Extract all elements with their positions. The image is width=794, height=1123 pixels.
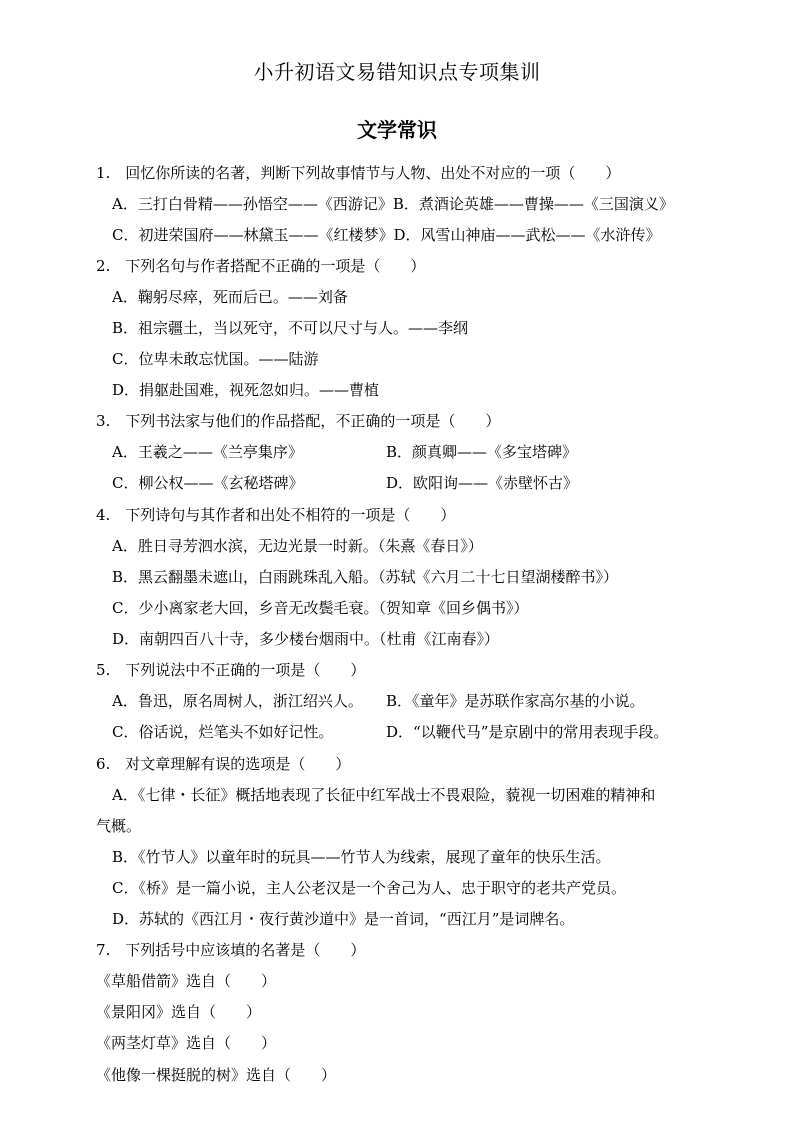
- question-7-blank-1: 《草船借箭》选自（ ）: [96, 972, 277, 990]
- question-2-option-b: B．祖宗疆土，当以死守，不可以尺寸与人。——李纲: [112, 319, 469, 337]
- document-title: 小升初语文易错知识点专项集训: [253, 60, 541, 84]
- question-6-option-d: D．苏轼的《西江月・夜行黄沙道中》是一首词，“西江月”是词牌名。: [112, 910, 575, 928]
- question-5-stem: 5. 下列说法中不正确的一项是（ ）: [96, 661, 366, 679]
- question-7-blank-3: 《两茎灯草》选自（ ）: [96, 1034, 277, 1052]
- question-3-option-d: D．欧阳询——《赤壁怀古》: [386, 474, 579, 492]
- question-2-stem: 2. 下列名句与作者搭配不正确的一项是（ ）: [96, 257, 426, 275]
- question-7-blank-2: 《景阳冈》选自（ ）: [96, 1003, 262, 1021]
- question-6-option-a-continued: 气概。: [96, 817, 142, 835]
- question-2-option-c: C．位卑未敢忘忧国。——陆游: [112, 350, 319, 368]
- question-4-option-b: B．黑云翻墨未遮山，白雨跳珠乱入船。（苏轼《六月二十七日望湖楼醉书》）: [112, 568, 619, 586]
- question-5-option-d: D．“以鞭代马”是京剧中的常用表现手段。: [386, 723, 669, 741]
- question-1-stem: 1. 回忆你所读的名著，判断下列故事情节与人物、出处不对应的一项（ ）: [96, 164, 621, 182]
- question-5-option-c: C．俗话说，烂笔头不如好记性。: [112, 723, 334, 741]
- question-6-option-b: B．《竹节人》以童年时的玩具——竹节人为线索，展现了童年的快乐生活。: [112, 848, 611, 866]
- question-2-option-a: A．鞠躬尽瘁，死而后已。——刘备: [112, 288, 348, 306]
- question-4-stem: 4. 下列诗句与其作者和出处不相符的一项是（ ）: [96, 506, 456, 524]
- question-7-blank-4: 《他像一棵挺脱的树》选自（ ）: [96, 1066, 337, 1084]
- question-6-stem: 6. 对文章理解有误的选项是（ ）: [96, 755, 351, 773]
- question-4-option-d: D．南朝四百八十寺，多少楼台烟雨中。（杜甫《江南春》）: [112, 630, 500, 648]
- question-5-option-a: A．鲁迅，原名周树人，浙江绍兴人。: [112, 692, 363, 710]
- question-3-option-b: B．颜真卿——《多宝塔碑》: [386, 443, 578, 461]
- question-1-options-row-1: A．三打白骨精——孙悟空——《西游记》B．煮酒论英雄——曹操——《三国演义》: [112, 195, 674, 213]
- question-6-option-c: C．《桥》是一篇小说，主人公老汉是一个舍己为人、忠于职守的老共产党员。: [112, 879, 626, 897]
- question-2-option-d: D．捐躯赴国难，视死忽如归。——曹植: [112, 381, 380, 399]
- question-6-option-a: A．《七律・长征》概括地表现了长征中红军战士不畏艰险，藐视一切困难的精神和: [112, 786, 656, 804]
- question-4-option-c: C．少小离家老大回，乡音无改鬓毛衰。（贺知章《回乡偶书》）: [112, 599, 529, 617]
- question-3-option-a: A．王羲之——《兰亭集序》: [112, 443, 303, 461]
- question-7-stem: 7. 下列括号中应该填的名著是（ ）: [96, 941, 366, 959]
- question-3-stem: 3. 下列书法家与他们的作品搭配，不正确的一项是（ ）: [96, 412, 501, 430]
- section-title: 文学常识: [357, 118, 437, 142]
- question-3-option-c: C．柳公权——《玄秘塔碑》: [112, 474, 304, 492]
- question-4-option-a: A．胜日寻芳泗水滨，无边光景一时新。（朱熹《春日》）: [112, 537, 483, 555]
- question-5-option-b: B．《童年》是苏联作家高尔基的小说。: [386, 692, 645, 710]
- question-1-options-row-2: C．初进荣国府——林黛玉——《红楼梦》D．风雪山神庙——武松——《水浒传》: [112, 226, 661, 244]
